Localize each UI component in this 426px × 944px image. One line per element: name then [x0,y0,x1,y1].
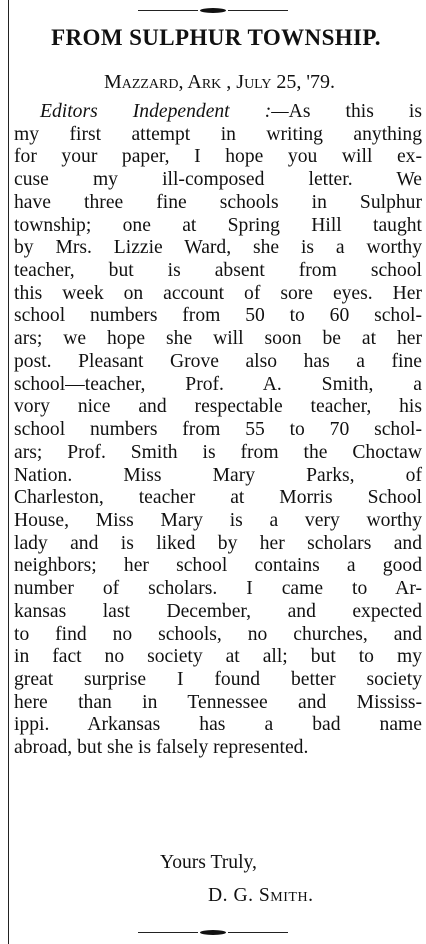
body-line: post. Pleasant Grove also has a fine [14,350,422,372]
salutation: Editors Independent :— [40,101,289,122]
ornament-center [200,8,226,13]
body-line: lady and is liked by her scholars and [14,532,422,554]
letter-closing: Yours Truly, [160,852,257,873]
ornament-center [200,930,226,935]
body-line: this week on account of sore eyes. Her [14,282,422,304]
body-line: teacher, but is absent from school [14,260,422,282]
body-line: school—teacher, Prof. A. Smith, a [14,373,422,395]
body-line: school numbers from 50 to 60 schol- [14,305,422,327]
body-line: have three fine schools in Sulphur [14,191,422,213]
body-line: my first attempt in writing anything [14,123,422,145]
ornament-line-right [228,932,288,933]
body-line: for your paper, I hope you will ex- [14,146,422,168]
body-line: Charleston, teacher at Morris School [14,487,422,509]
column-rule [8,0,9,944]
body-line: abroad, but she is falsely represented. [14,737,309,759]
body-line: number of scholars. I came to Ar- [14,578,422,600]
letter-signature: D. G. Smith. [208,885,314,906]
body-line: township; one at Spring Hill taught [14,214,422,236]
body-line: House, Miss Mary is a very worthy [14,509,422,531]
body-line: cuse my ill-composed letter. We [14,169,422,191]
body-line: neighbors; her school contains a good [14,555,422,577]
article-dateline: Mazzard, Ark , July 25, '79. [103,71,336,93]
article-body [14,101,422,760]
ornament-line-right [228,10,288,11]
body-line: ars; Prof. Smith is from the Choctaw [14,441,422,463]
body-line: to find no schools, no churches, and [14,623,422,645]
bottom-ornament [0,926,426,938]
body-line: vory nice and respectable teacher, his [14,396,422,418]
body-line-text: As this is [288,101,422,122]
article-headline: FROM SULPHUR TOWNSHIP. [51,25,381,50]
body-line [14,101,422,124]
top-ornament [0,4,426,16]
body-line: here than in Tennessee and Mississ- [14,691,422,713]
body-line: ars; we hope she will soon be at her [14,328,422,350]
body-line: great surprise I found better society [14,668,422,690]
body-line: ippi. Arkansas has a bad name [14,714,422,736]
body-line: by Mrs. Lizzie Ward, she is a worthy [14,237,422,259]
body-line: school numbers from 55 to 70 schol- [14,419,422,441]
body-line: in fact no society at all; but to my [14,646,422,668]
ornament-line-left [138,10,198,11]
ornament-line-left [138,932,198,933]
body-line: kansas last December, and expected [14,600,422,622]
body-line: Nation. Miss Mary Parks, of [14,464,422,486]
